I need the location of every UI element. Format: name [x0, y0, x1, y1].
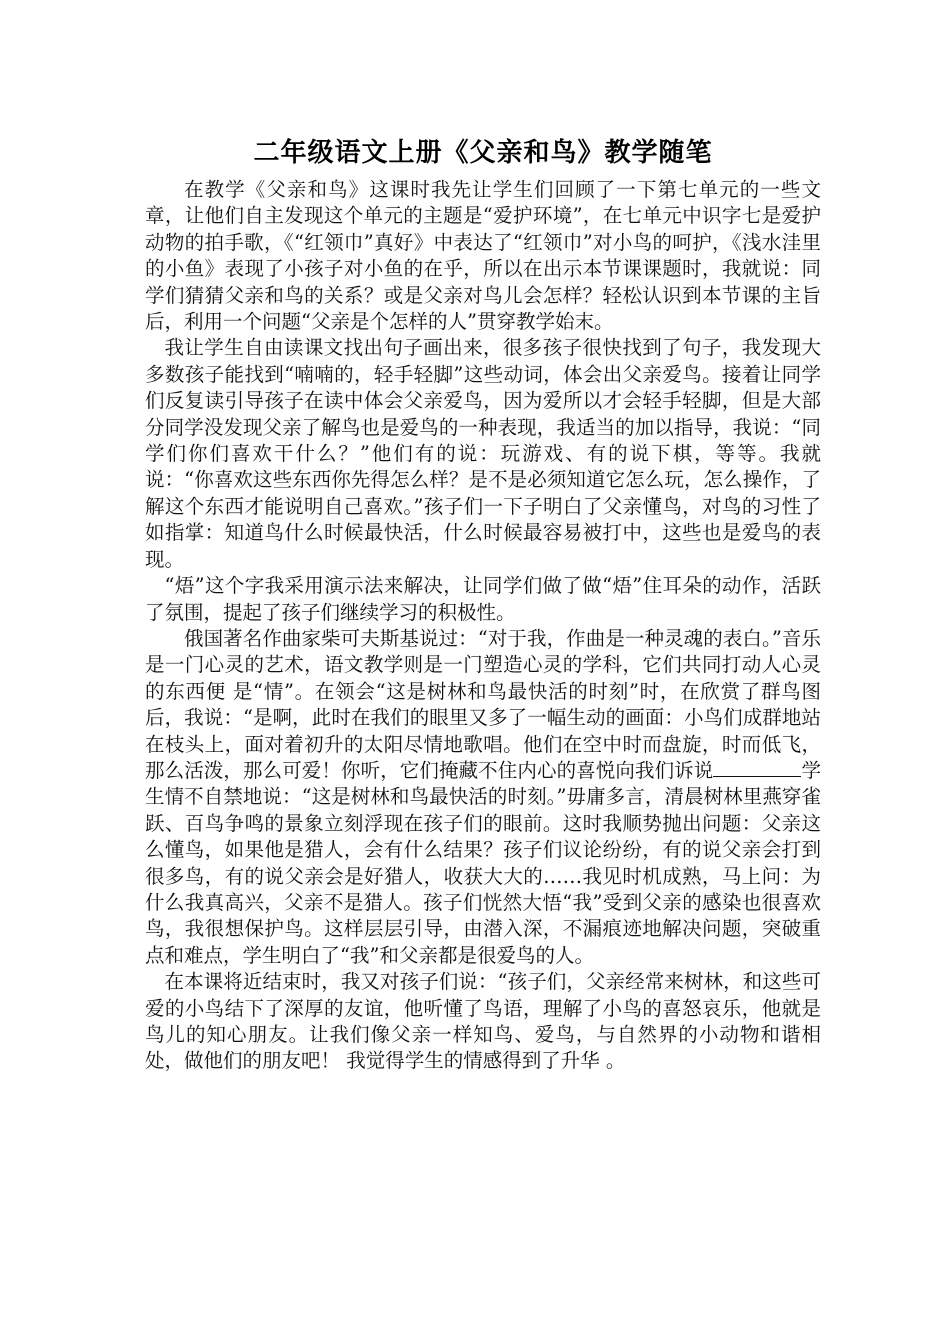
document-title: 二年级语文上册《父亲和鸟》教学随笔	[253, 138, 713, 168]
paragraph-conclusion: 在本课将近结束时，我又对孩子们说：“孩子们，父亲经常来树林，和这些可爱的小鸟结下了深厚的友谊，他听懂了鸟语，理解了小鸟的喜怒哀乐，他就是鸟儿的知心朋友。让我们像父亲一样知鸟、爱鸟，与自然界的小动物和谐相处，做他们的朋友吧！ 我觉得学生的情感得到了升华 。	[145, 970, 821, 1073]
paragraph-emotion	[145, 626, 821, 969]
fill-in-blank-line	[713, 758, 801, 777]
paragraph-emotion-part-1: 俄国著名作曲家柴可夫斯基说过：“对于我，作曲是一种灵魂的表白。”音乐是一门心灵的艺术，语文教学则是一门塑造心灵的学科，它们共同打动人心灵的东西便 是“情”。在领会“这是树林和鸟最快活的时刻”时，在欣赏了群鸟图后，我说：“是啊，此时在我们的眼里又多了一幅生动的画面：小鸟们成群地站在枝头上，面对着初升的太阳尽情地歌唱。他们在空中时而盘旋，时而低飞，那么活泼，那么可爱！你听，它们掩藏不住内心的喜悦向我们诉说	[145, 626, 821, 782]
paragraph-reading: 我让学生自由读课文找出句子画出来，很多孩子很快找到了句子，我发现大多数孩子能找到“喃喃的，轻手轻脚”这些动词，体会出父亲爱鸟。接着让同学们反复读引导孩子在读中体会父亲爱鸟，因为爱所以才会轻手轻脚，但是大部分同学没发现父亲了解鸟也是爱鸟的一种表现，我适当的加以指导，我说：“同学们你们喜欢干什么？”他们有的说：玩游戏、有的说下棋，等等。我就说：“你喜欢这些东西你先得怎么样？是不是必须知道它怎么玩，怎么操作，了解这个东西才能说明自己喜欢。”孩子们一下子明白了父亲懂鸟，对鸟的习性了如指掌：知道鸟什么时候最快活，什么时候最容易被打中，这些也是爱鸟的表现。	[145, 336, 821, 571]
document-body	[145, 135, 821, 1075]
paragraph-character: “焐”这个字我采用演示法来解决，让同学们做了做“焐”住耳朵的动作，活跃了氛围，提起了孩子们继续学习的积极性。	[145, 574, 821, 624]
paragraph-intro: 在教学《父亲和鸟》这课时我先让学生们回顾了一下第七单元的一些文章，让他们自主发现这个单元的主题是“爱护环境”，在七单元中识字七是爱护动物的拍手歌，《“红领巾”真好》中表达了“红领巾”对小鸟的呵护，《浅水洼里的小鱼》表现了小孩子对小鱼的在乎，所以在出示本节课课题时，我就说：同学们猜猜父亲和鸟的关系？或是父亲对鸟儿会怎样？轻松认识到本节课的主旨后，利用一个问题“父亲是个怎样的人”贯穿教学始末。	[145, 178, 821, 334]
paragraph-emotion-part-2: 学生情不自禁地说：“这是树林和鸟最快活的时刻。”毋庸多言，清晨树林里燕穿雀跃、百鸟争鸣的景象立刻浮现在孩子们的眼前。这时我顺势抛出问题：父亲这么懂鸟，如果他是猎人，会有什么结果？孩子们议论纷纷，有的说父亲会打到很多鸟，有的说父亲会是好猎人，收获大大的……我见时机成熟，马上问：为什么我真高兴，父亲不是猎人。孩子们恍然大悟“我”受到父亲的感染也很喜欢鸟，我很想保护鸟。这样层层引导，由潜入深，不漏痕迹地解决问题，突破重点和难点，学生明白了“我”和父亲都是很爱鸟的人。	[145, 758, 821, 967]
